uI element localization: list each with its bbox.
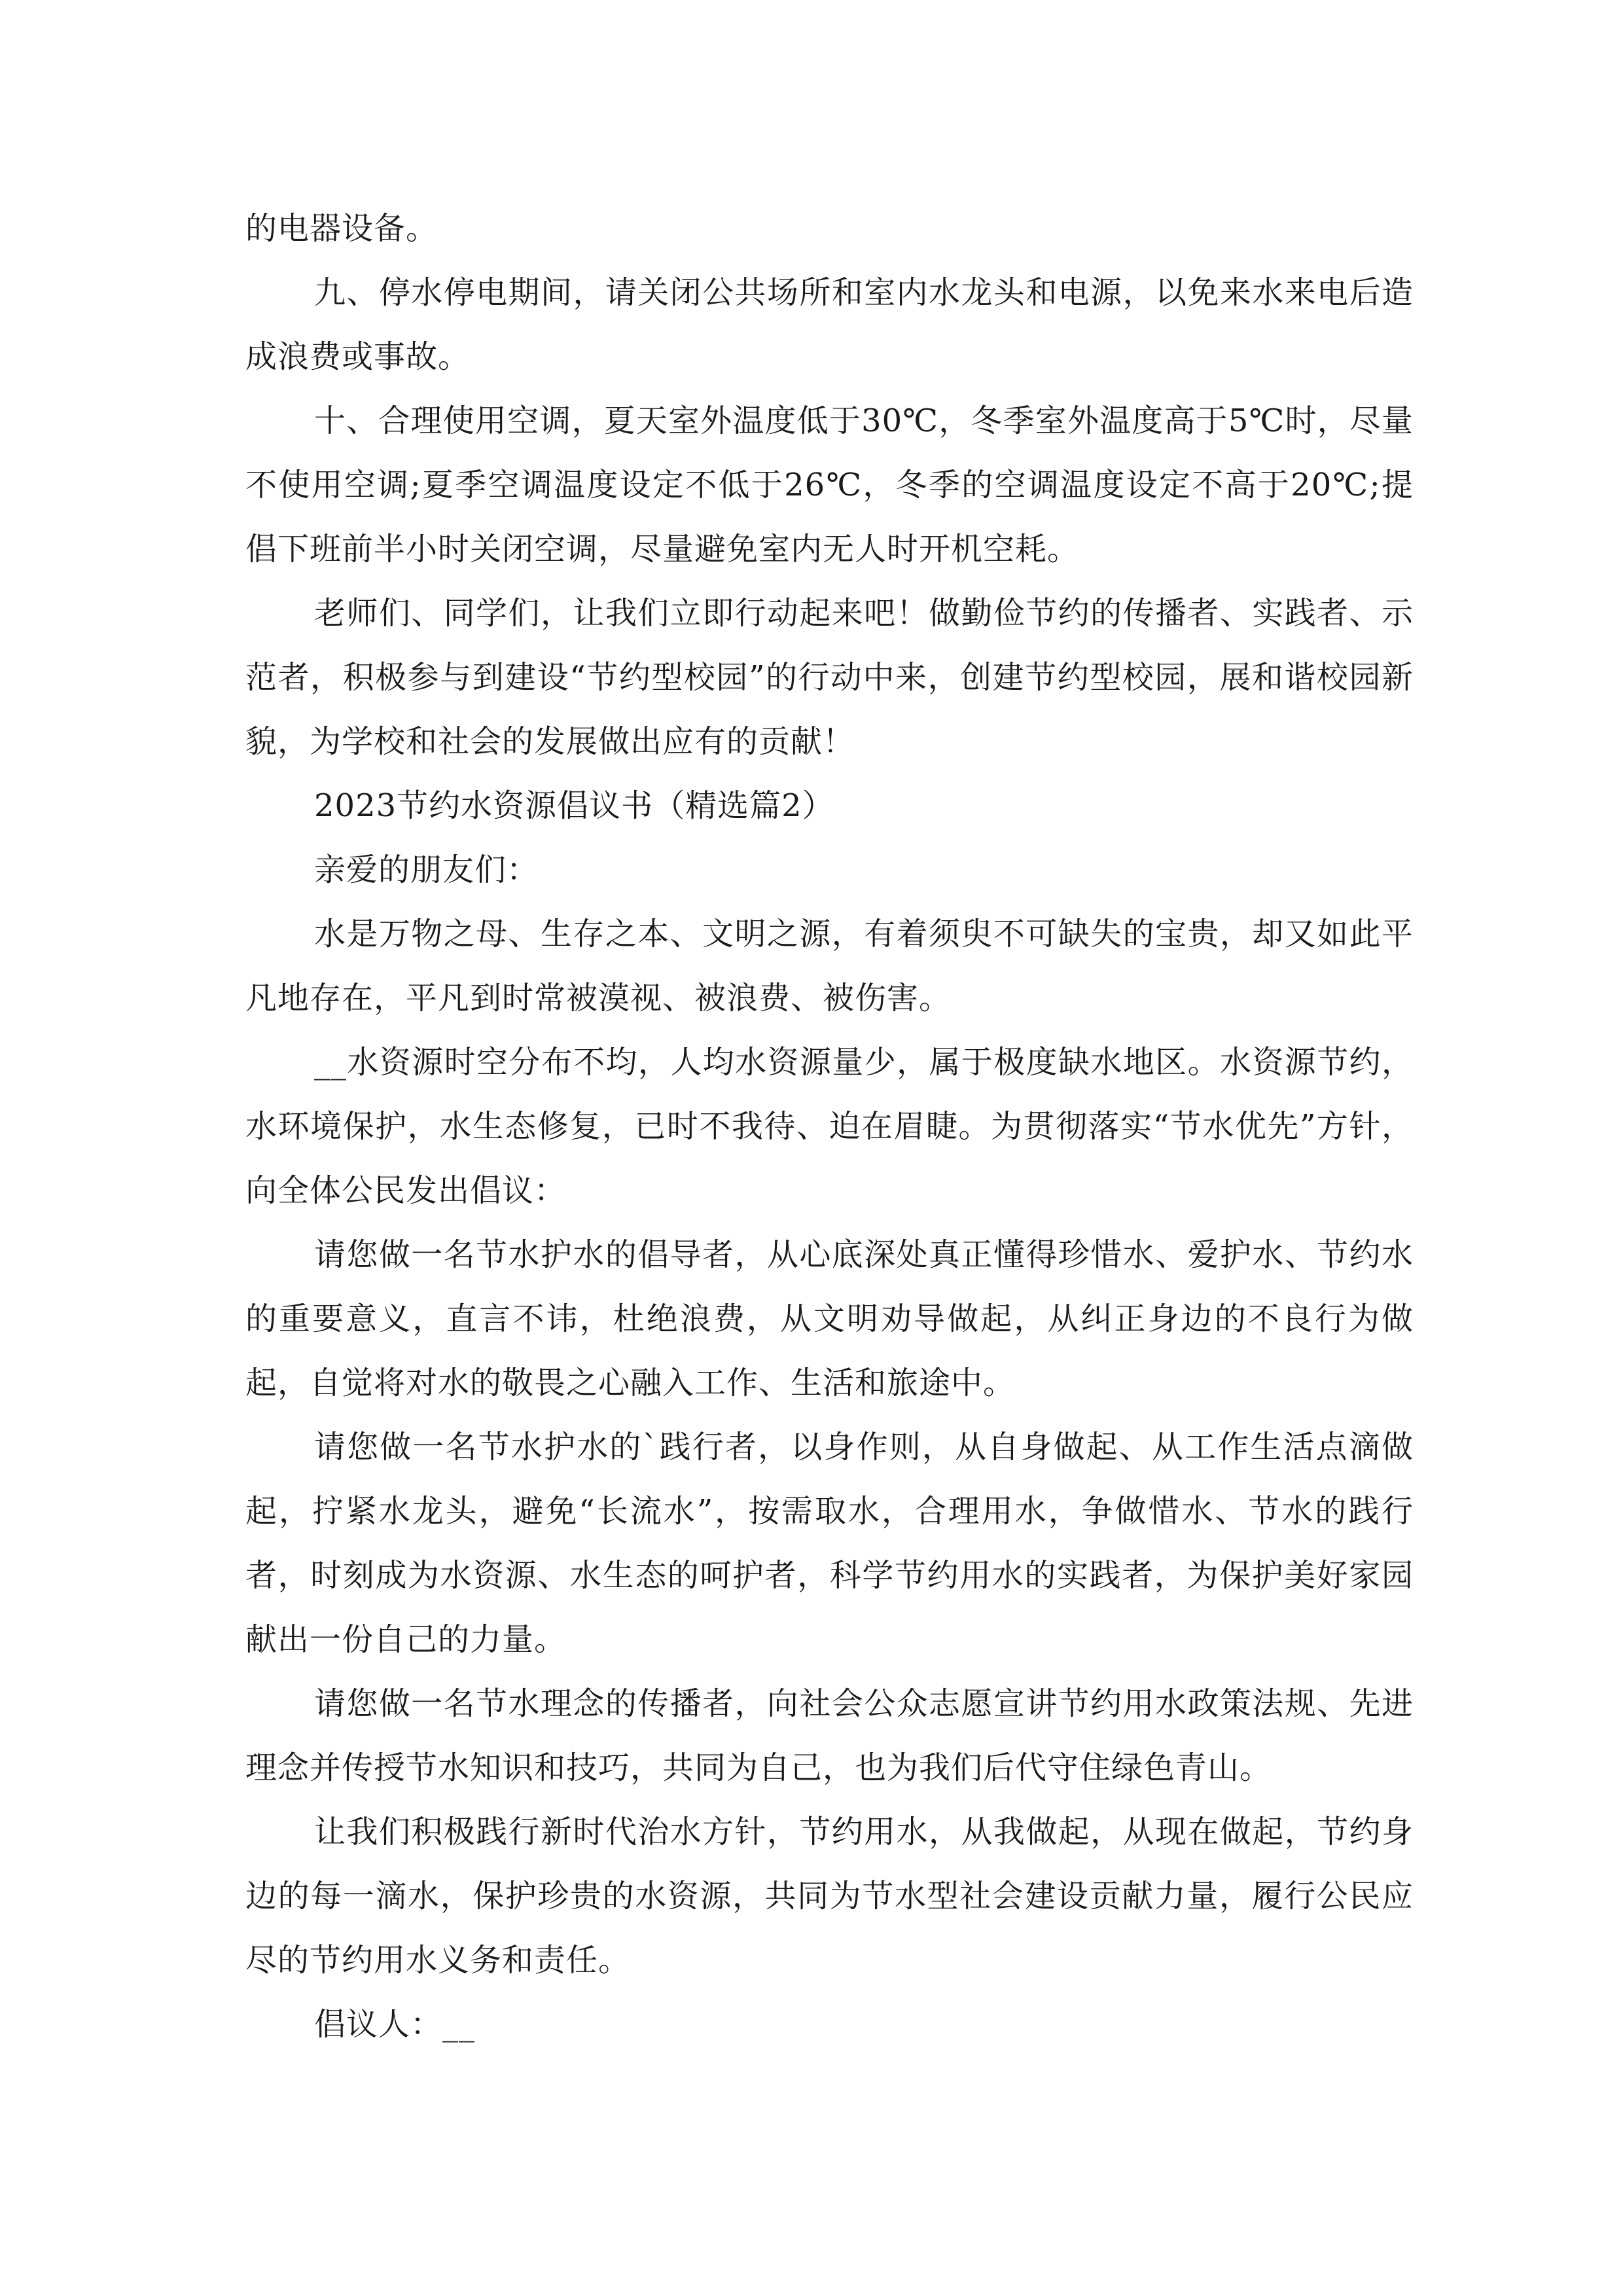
- salutation: 亲爱的朋友们：: [314, 852, 539, 888]
- section-heading: 2023节约水资源倡议书（精选篇2）: [314, 787, 834, 824]
- paragraph: 请您做一名节水理念的传播者，向社会公众志愿宣讲节约用水政策法规、先进理念并传授节水知识和技巧，共同为自己，也为我们后代守住绿色青山。: [245, 1685, 1414, 1786]
- paragraph: 老师们、同学们，让我们立即行动起来吧！做勤俭节约的传播者、实践者、示范者，积极参与到建设“节约型校园”的行动中来，创建节约型校园，展和谐校园新貌，为学校和社会的发展做出应有的贡献！: [245, 595, 1414, 760]
- paragraph: __水资源时空分布不均，人均水资源量少，属于极度缺水地区。水资源节约，水环境保护，水生态修复，已时不我待、迫在眉睫。为贯彻落实“节水优先”方针，向全体公民发出倡议：: [245, 1044, 1414, 1209]
- document-body: [245, 196, 1414, 2056]
- signature-line: [245, 1992, 1414, 2056]
- paragraph: 请您做一名节水护水的`践行者，以身作则，从自身做起、从工作生活点滴做起，拧紧水龙头，避免“长流水”，按需取水，合理用水，争做惜水、节水的践行者，时刻成为水资源、水生态的呵护者，科学节约用水的实践者，为保护美好家园献出一份自己的力量。: [245, 1429, 1414, 1658]
- paragraph: 十、合理使用空调，夏天室外温度低于30℃，冬季室外温度高于5℃时，尽量不使用空调;夏季空调温度设定不低于26℃，冬季的空调温度设定不高于20℃;提倡下班前半小时关闭空调，尽量避免室内无人时开机空耗。: [245, 403, 1414, 567]
- paragraph: 的电器设备。: [245, 210, 438, 247]
- paragraph: 九、停水停电期间，请关闭公共场所和室内水龙头和电源，以免来水来电后造成浪费或事故。: [245, 274, 1414, 375]
- paragraph: 让我们积极践行新时代治水方针，节约用水，从我做起，从现在做起，节约身边的每一滴水，保护珍贵的水资源，共同为节水型社会建设贡献力量，履行公民应尽的节约用水义务和责任。: [245, 1814, 1414, 1979]
- signature-label: 倡议人：: [314, 2006, 443, 2043]
- signature-blank: __: [442, 2006, 476, 2043]
- paragraph: 水是万物之母、生存之本、文明之源，有着须臾不可缺失的宝贵，却又如此平凡地存在，平凡到时常被漠视、被浪费、被伤害。: [245, 916, 1414, 1016]
- paragraph: 请您做一名节水护水的倡导者，从心底深处真正懂得珍惜水、爱护水、节约水的重要意义，直言不讳，杜绝浪费，从文明劝导做起，从纠正身边的不良行为做起，自觉将对水的敬畏之心融入工作、生活和旅途中。: [245, 1236, 1414, 1401]
